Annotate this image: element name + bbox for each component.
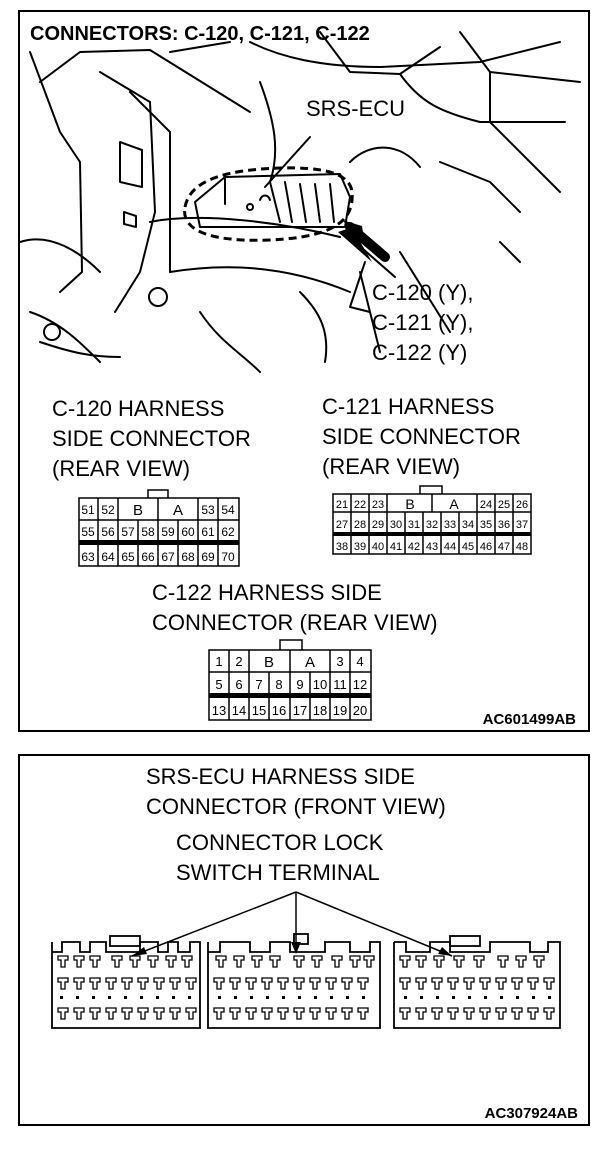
terminal-number: 1 (215, 654, 223, 669)
terminal-rows (58, 956, 554, 1019)
terminal-number: 27 (335, 519, 349, 531)
terminal-number: 55 (81, 525, 95, 539)
terminal-number: 47 (497, 541, 511, 553)
terminal-number: 41 (389, 541, 403, 553)
terminal-number: 56 (101, 525, 115, 539)
terminal-number: 44 (443, 541, 457, 553)
terminal-number: B (405, 496, 415, 512)
vehicle-interior-illustration (20, 12, 592, 382)
terminal-number: 10 (312, 677, 328, 692)
terminal-number: 35 (479, 519, 493, 531)
terminal-number: 68 (181, 550, 195, 564)
lock-label-line: CONNECTOR LOCK (176, 830, 384, 855)
terminal-number: 45 (461, 541, 475, 553)
terminal-number: 62 (221, 525, 235, 539)
terminal-number: 39 (353, 541, 367, 553)
terminal-number: 21 (335, 499, 349, 511)
terminal-number: 43 (425, 541, 439, 553)
terminal-number: 6 (235, 677, 243, 692)
terminal-number: B (132, 502, 144, 519)
terminal-number: 65 (121, 550, 135, 564)
terminal-number: 20 (352, 703, 368, 718)
terminal-number: 57 (121, 525, 135, 539)
terminal-number: 31 (407, 519, 421, 531)
terminal-number: 52 (101, 503, 115, 517)
srs-ecu-label: SRS-ECU (306, 96, 406, 121)
lock-label-line: SWITCH TERMINAL (176, 860, 380, 885)
terminal-number: 2 (235, 654, 243, 669)
terminal-number: 61 (201, 525, 215, 539)
terminal-number: 4 (356, 654, 364, 669)
terminal-number: 12 (352, 677, 368, 692)
terminal-number: 36 (497, 519, 511, 531)
caption-line: (REAR VIEW) (322, 454, 461, 479)
ecu-connector-front-view (50, 932, 570, 1032)
caption-line: C-121 HARNESS (322, 394, 495, 419)
terminal-number: 53 (201, 503, 215, 517)
terminal-number: 67 (161, 550, 175, 564)
panel-title-line: CONNECTOR (FRONT VIEW) (146, 794, 446, 819)
terminal-number: 16 (271, 703, 287, 718)
terminal-number: 11 (333, 677, 347, 692)
callout-line: C-122 (Y) (372, 340, 468, 365)
terminal-number: 17 (292, 703, 308, 718)
terminal-number: A (304, 654, 316, 671)
panel-title-line: SRS-ECU HARNESS SIDE (146, 764, 415, 789)
terminal-number: 3 (336, 654, 344, 669)
terminal-number: 9 (296, 677, 304, 692)
terminal-number: 24 (479, 499, 493, 511)
terminal-number: 13 (211, 703, 227, 718)
figure-code: AC307924AB (484, 1105, 578, 1122)
caption-line: CONNECTOR (REAR VIEW) (152, 610, 438, 635)
caption-line: C-120 HARNESS (52, 396, 225, 421)
terminal-number: 63 (81, 550, 95, 564)
terminal-number: 60 (181, 525, 195, 539)
c120-connector-diagram (78, 488, 240, 568)
terminal-number: 64 (101, 550, 115, 564)
callout-line: C-120 (Y), (372, 280, 474, 305)
caption-line: (REAR VIEW) (52, 456, 191, 481)
terminal-number: 8 (275, 677, 283, 692)
terminal-number: 26 (515, 499, 529, 511)
terminal-number: 15 (251, 703, 267, 718)
terminal-number: 32 (425, 519, 439, 531)
terminal-number: 28 (353, 519, 367, 531)
terminal-number: 48 (515, 541, 529, 553)
terminal-number: 66 (141, 550, 155, 564)
terminal-number: 33 (443, 519, 457, 531)
terminal-number: 54 (221, 503, 235, 517)
c122-connector-diagram (208, 638, 374, 722)
terminal-number: 29 (371, 519, 385, 531)
terminal-number: 25 (497, 499, 511, 511)
terminal-number: 22 (353, 499, 367, 511)
c121-connector-diagram (332, 484, 534, 556)
terminal-number: 18 (312, 703, 328, 718)
terminal-number: 14 (231, 703, 247, 718)
ecu-front-view-panel (18, 754, 590, 1126)
terminal-number: 51 (81, 503, 95, 517)
panel-title: CONNECTORS: C-120, C-121, C-122 (30, 23, 370, 45)
terminal-number: 23 (371, 499, 385, 511)
terminal-number: 37 (515, 519, 529, 531)
terminal-number: 42 (407, 541, 421, 553)
terminal-number: 34 (461, 519, 475, 531)
terminal-number: 30 (389, 519, 403, 531)
caption-line: C-122 HARNESS SIDE (152, 580, 382, 605)
terminal-number: 7 (255, 677, 263, 692)
callout-line: C-121 (Y), (372, 310, 474, 335)
connector-location-panel (18, 10, 590, 732)
terminal-number: 58 (141, 525, 155, 539)
caption-line: SIDE CONNECTOR (322, 424, 521, 449)
caption-line: SIDE CONNECTOR (52, 426, 251, 451)
terminal-number: 59 (161, 525, 175, 539)
terminal-number: 40 (371, 541, 385, 553)
terminal-number: B (263, 654, 275, 671)
terminal-number: A (172, 502, 184, 519)
terminal-number: 19 (332, 703, 348, 718)
terminal-number: 69 (201, 550, 215, 564)
figure-code: AC601499AB (482, 711, 576, 728)
terminal-number: A (449, 496, 459, 512)
terminal-number: 5 (215, 677, 223, 692)
terminal-number: 46 (479, 541, 493, 553)
terminal-number: 70 (221, 550, 235, 564)
terminal-number: 38 (335, 541, 349, 553)
